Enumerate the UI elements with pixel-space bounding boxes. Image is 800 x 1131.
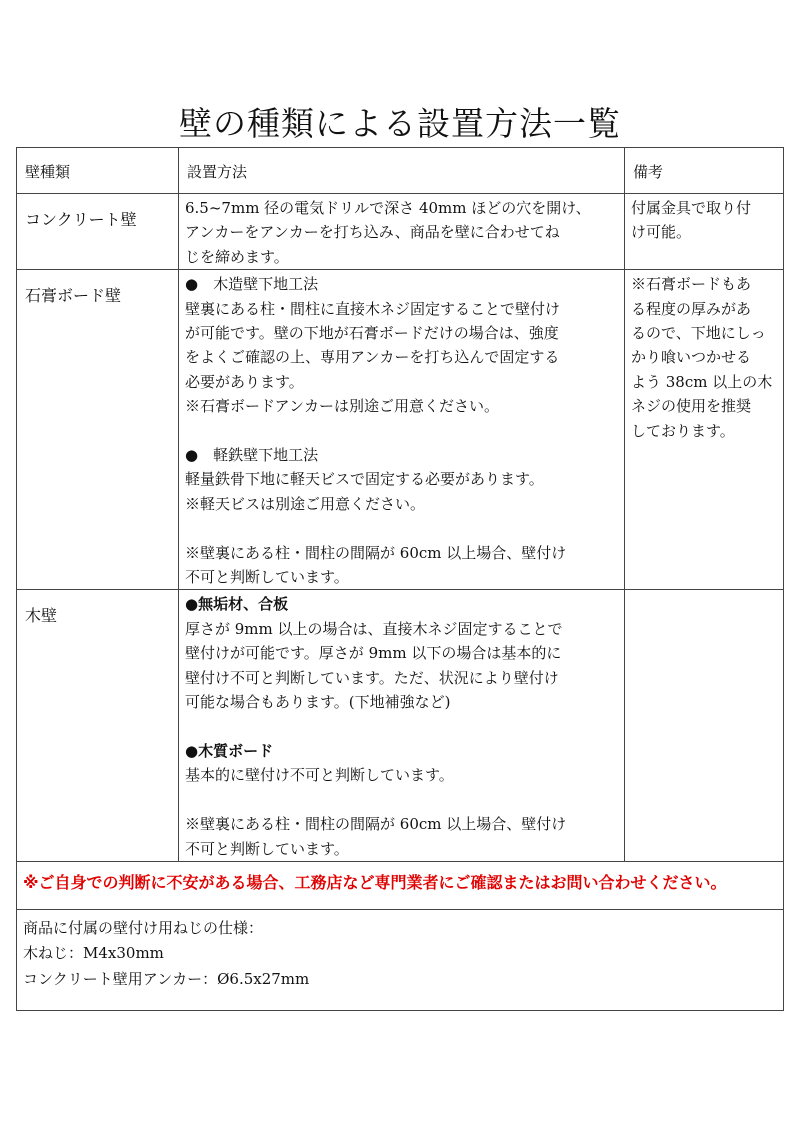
- wall-type-wood: 木壁: [17, 590, 179, 861]
- note-line: かり喰いつかせる: [631, 348, 752, 367]
- installation-table: [16, 147, 784, 1011]
- method-line: 基本的に壁付け不可と判断しています。: [185, 766, 454, 785]
- note-concrete: [625, 194, 784, 270]
- method-line: 壁付け不可と判断しています。ただ、状況により壁付け: [185, 668, 559, 687]
- note-line: る程度の厚みがあ: [631, 299, 752, 318]
- spacer: [185, 516, 618, 540]
- method-line: 可能な場合もあります。(下地補強など): [185, 693, 451, 712]
- method-line: ※石膏ボードアンカーは別途ご用意ください。: [185, 397, 499, 416]
- method-line: 壁裏にある柱・間柱に直接木ネジ固定することで壁付け: [185, 299, 561, 318]
- method-subheading: ● 軽鉄壁下地工法: [185, 446, 319, 465]
- note-line: 付属金具で取り付: [631, 199, 752, 217]
- header-wall-type: 壁種類: [17, 148, 179, 194]
- method-concrete: [179, 194, 625, 270]
- method-line: 不可と判断しています。: [185, 839, 349, 858]
- method-subheading: ● 木造壁下地工法: [185, 275, 319, 294]
- specs-screw: 木ねじ：M4x30mm: [23, 944, 164, 963]
- screw-specs: [17, 909, 784, 1010]
- method-line: 不可と判断しています。: [185, 568, 349, 587]
- spacer: [185, 788, 618, 812]
- method-wood: [179, 590, 625, 861]
- row-gypsum: [17, 270, 784, 590]
- note-line: ネジの使用を推奨: [631, 397, 752, 416]
- note-line: け可能。: [631, 223, 692, 242]
- method-line: ※壁裏にある柱・間柱の間隔が 60cm 以上場合、壁付け: [185, 815, 567, 834]
- method-line: ※軽天ビスは別途ご用意ください。: [185, 494, 426, 513]
- wall-type-concrete: コンクリート壁: [17, 194, 179, 270]
- method-line: をよくご確認の上、専用アンカーを打ち込んで固定する: [185, 348, 560, 367]
- warning-row: [17, 861, 784, 909]
- method-line: アンカーをアンカーを打ち込み、商品を壁に合わせてね: [185, 223, 560, 242]
- method-line: 6.5~7mm 径の電気ドリルで深さ 40mm ほどの穴を開け、: [185, 199, 591, 217]
- method-line: 必要があります。: [185, 372, 304, 391]
- method-subheading: ●木質ボード: [185, 741, 274, 760]
- spacer: [185, 715, 618, 739]
- method-line: じを締めます。: [185, 247, 289, 266]
- method-gypsum: [179, 270, 625, 590]
- method-line: 厚さが 9mm 以上の場合は、直接木ネジ固定することで: [185, 619, 563, 638]
- method-line: 壁付けが可能です。厚さが 9mm 以下の場合は基本的に: [185, 644, 562, 663]
- specs-row: [17, 909, 784, 1010]
- header-method: 設置方法: [179, 148, 625, 194]
- note-line: しております。: [631, 421, 735, 440]
- row-wood: [17, 590, 784, 861]
- note-line: ※石膏ボードもあ: [631, 275, 752, 294]
- wall-type-gypsum: 石膏ボード壁: [17, 270, 179, 590]
- note-line: るので、下地にしっ: [631, 324, 766, 343]
- method-line: 軽量鉄骨下地に軽天ビスで固定する必要があります。: [185, 470, 544, 489]
- row-concrete: [17, 194, 784, 270]
- note-gypsum: [625, 270, 784, 590]
- method-subheading: ●無垢材、合板: [185, 595, 289, 614]
- specs-heading: 商品に付属の壁付け用ねじの仕様：: [23, 918, 264, 937]
- note-line: よう 38cm 以上の木: [631, 372, 773, 391]
- method-line: ※壁裏にある柱・間柱の間隔が 60cm 以上場合、壁付け: [185, 543, 567, 562]
- method-line: が可能です。壁の下地が石膏ボードだけの場合は、強度: [185, 324, 559, 343]
- spacer: [185, 419, 618, 443]
- note-wood: [625, 590, 784, 861]
- specs-anchor: コンクリート壁用アンカー：Ø6.5x27mm: [23, 969, 310, 988]
- page-title: 壁の種類による設置方法一覧: [179, 104, 621, 143]
- header-row: [17, 148, 784, 194]
- header-notes: 備考: [625, 148, 784, 194]
- warning-text: ※ご自身での判断に不安がある場合、工務店など専門業者にご確認またはお問い合わせください。: [17, 861, 784, 909]
